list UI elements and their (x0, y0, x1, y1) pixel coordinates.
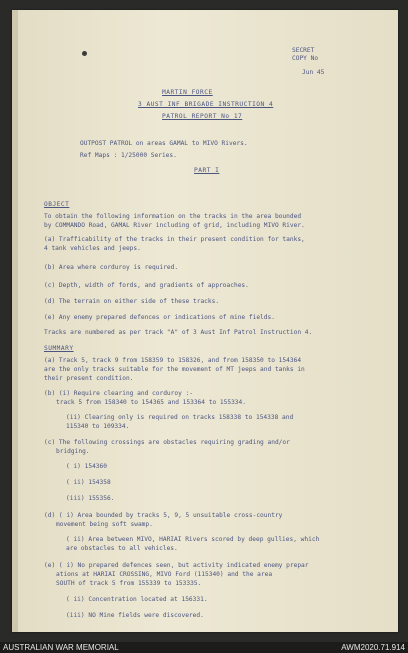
item-line: Tracks are numbered as per track "A" of 3 Aust Inf Patrol Instruction 4. (44, 329, 313, 336)
summary-line: (b) (i) Require clearing and corduroy :- (44, 390, 194, 397)
summary-line: their present condition. (44, 375, 134, 382)
header-date: Jun 45 (302, 69, 325, 76)
summary-line: 115340 to 109334. (66, 423, 130, 430)
patrol-line: OUTPOST PATROL on areas GAMAL to MIVO Rivers. (80, 140, 248, 147)
summary-line: (ii) Clearing only is required on tracks 158338 to 154338 and (66, 414, 294, 421)
summary-line: ( i) 154360 (66, 463, 107, 470)
item-line: (d) The terrain on either side of these tracks. (44, 298, 220, 305)
footer-institution: AUSTRALIAN WAR MEMORIAL (3, 643, 119, 652)
summary-line: SOUTH of track 5 from 155339 to 153335. (56, 580, 202, 587)
summary-line: ( ii) Concentration located at 156331. (66, 596, 208, 603)
summary-line: (iii) NO Mine fields were discovered. (66, 612, 204, 619)
summary-line: (iii) 155356. (66, 495, 115, 502)
footer-accession-number: AWM2020.71.914 (341, 643, 405, 652)
item-line: (a) Trafficability of the tracks in their present condition for tanks, (44, 236, 305, 243)
summary-line: are obstacles to all vehicles. (66, 545, 178, 552)
object-label: OBJECT (44, 201, 70, 208)
header-secret: SECRET (292, 47, 315, 54)
summary-line: (c) The following crossings are obstacles requiring grading and/or (44, 439, 290, 446)
title-instruction: 3 AUST INF BRIGADE INSTRUCTION 4 (138, 101, 274, 108)
part-label: PART I (194, 167, 220, 174)
summary-label: SUMMARY (44, 345, 74, 352)
item-line: (e) Any enemy prepared defences or indications of mine fields. (44, 314, 275, 321)
summary-line: track 5 from 158340 to 154365 and 153364 to 155334. (56, 399, 246, 406)
item-line: (c) Depth, width of fords, and gradients of approaches. (44, 282, 249, 289)
title-report: PATROL REPORT No 17 (162, 113, 243, 120)
object-line: by COMMANDO Road, GAMAL River including of grid, including MIVO River. (44, 222, 305, 229)
summary-line: are the only tracks suitable for the movement of MT jeeps and tanks in (44, 366, 305, 373)
summary-line: movement being soft swamp. (56, 521, 153, 528)
archive-footer (0, 642, 408, 653)
summary-line: ( ii) Area between MIVO, HARIAI Rivers scored by deep gullies, which (66, 536, 320, 543)
document-page (12, 10, 398, 632)
title-force: MARTIN FORCE (162, 89, 213, 96)
summary-line: (e) ( i) No prepared defences seen, but activity indicated enemy prepar (44, 562, 309, 569)
summary-line: ( ii) 154358 (66, 479, 111, 486)
summary-line: bridging. (56, 448, 90, 455)
summary-line: (d) ( i) Area bounded by tracks 5, 9, 5 unsuitable cross-country (44, 512, 283, 519)
summary-line: ations at HARIAI CROSSING, MIVO Ford (115340) and the area (56, 571, 273, 578)
header-copy-no: COPY No (292, 55, 319, 62)
summary-line: (a) Track 5, track 9 from 158359 to 158326, and from 158350 to 154364 (44, 357, 302, 364)
punch-hole (82, 51, 87, 56)
page-edge-shadow (12, 10, 18, 632)
item-line: 4 tank vehicles and jeeps. (44, 245, 141, 252)
item-line: (b) Area where corduroy is required. (44, 264, 179, 271)
object-line: To obtain the following information on the tracks in the area bounded (44, 213, 302, 220)
maps-line: Ref Maps : 1/25000 Series. (80, 152, 177, 159)
